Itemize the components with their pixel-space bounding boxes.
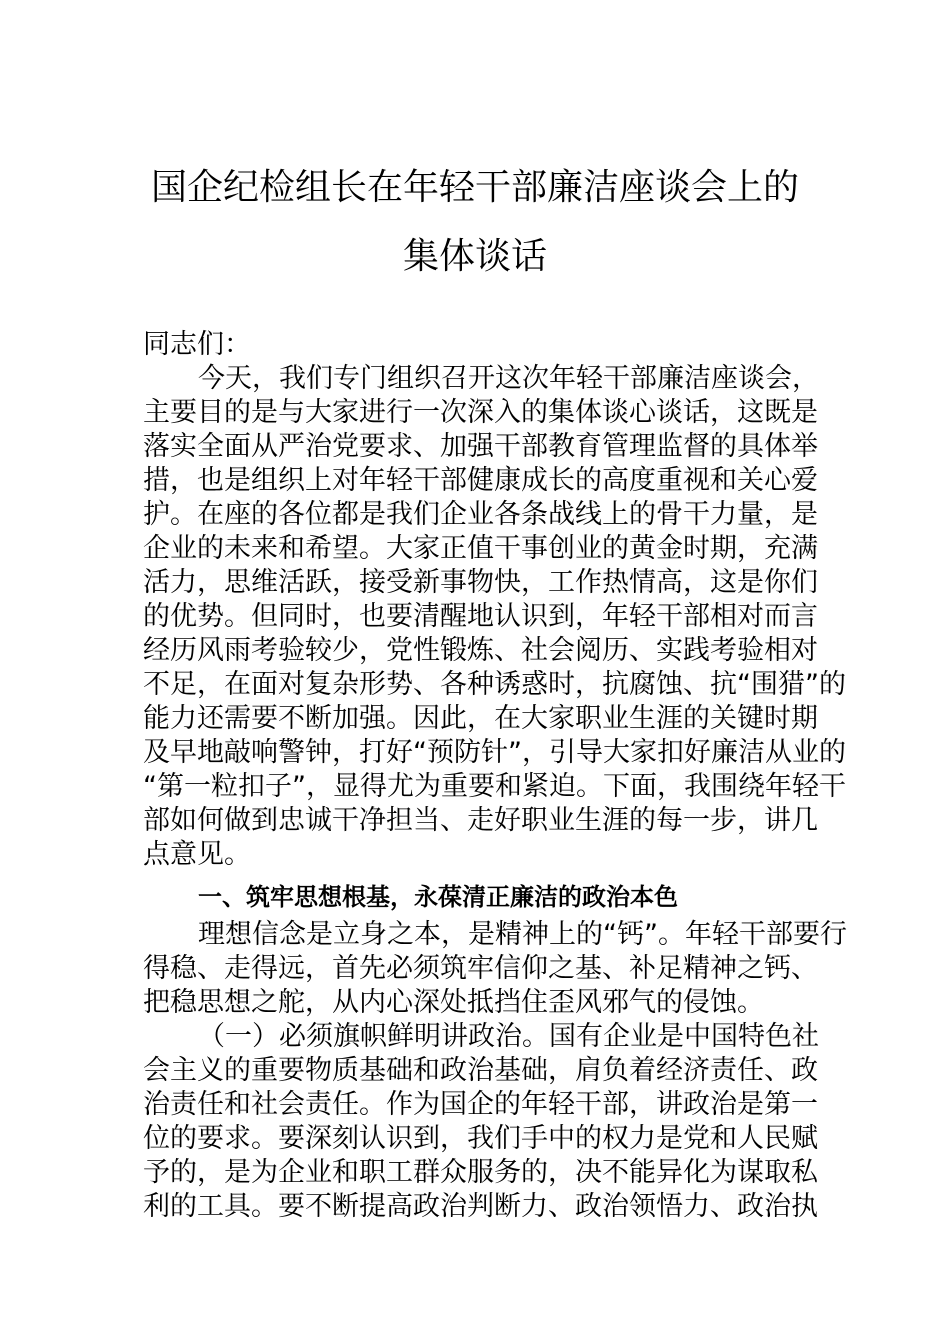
text-line: 及早地敲响警钟，打好“预防针”，引导大家扣好廉洁从业的 [143, 737, 846, 768]
text-line: 得稳、走得远，首先必须筑牢信仰之基、补足精神之钙、 [143, 953, 818, 984]
section-heading [143, 880, 807, 914]
text-line: 主要目的是与大家进行一次深入的集体谈心谈话，这既是 [143, 397, 818, 428]
document-body [143, 328, 847, 1224]
paragraph [143, 362, 846, 872]
text-line: 理想信念是立身之本，是精神上的“钙”。年轻干部要行 [198, 919, 847, 950]
text-line: 能力还需要不断加强。因此，在大家职业生涯的关键时期 [143, 703, 818, 734]
heading-text: 一、筑牢思想根基，永葆清正廉洁的政治本色 [198, 883, 678, 911]
text-line: 治责任和社会责任。作为国企的年轻干部，讲政治是第一 [143, 1089, 818, 1120]
text-line: 利的工具。要不断提高政治判断力、政治领悟力、政治执 [143, 1191, 818, 1222]
text-line: 不足，在面对复杂形势、各种诱惑时，抗腐蚀、抗“围猎”的 [143, 669, 846, 700]
text-line: 护。在座的各位都是我们企业各条战线上的骨干力量，是 [143, 499, 818, 530]
text-line: 会主义的重要物质基础和政治基础，肩负着经济责任、政 [143, 1055, 818, 1086]
document-title-line-2: 集体谈话 [402, 236, 547, 277]
text-line: 予的，是为企业和职工群众服务的，决不能异化为谋取私 [143, 1157, 818, 1188]
text-line: 措，也是组织上对年轻干部健康成长的高度重视和关心爱 [143, 465, 818, 496]
text-line: 部如何做到忠诚干净担当、走好职业生涯的每一步，讲几 [143, 805, 818, 836]
text-line: 落实全面从严治党要求、加强干部教育管理监督的具体举 [143, 431, 818, 462]
text-line: 位的要求。要深刻认识到，我们手中的权力是党和人民赋 [143, 1123, 818, 1154]
text-line: 的优势。但同时，也要清醒地认识到，年轻干部相对而言 [143, 601, 818, 632]
document-title-line-1: 国企纪检组长在年轻干部廉洁座谈会上的 [150, 167, 799, 208]
paragraph [143, 1020, 819, 1224]
text-line: 今天，我们专门组织召开这次年轻干部廉洁座谈会， [198, 363, 819, 394]
text-line: 经历风雨考验较少，党性锻炼、社会阅历、实践考验相对 [143, 635, 818, 666]
paragraph [143, 918, 847, 1020]
text-line: （一）必须旗帜鲜明讲政治。国有企业是中国特色社 [198, 1021, 819, 1052]
text-line: “第一粒扣子”，显得尤为重要和紧迫。下面，我围绕年轻干 [143, 771, 846, 802]
text-line: 企业的未来和希望。大家正值干事创业的黄金时期，充满 [143, 533, 818, 564]
salutation: 同志们： [143, 329, 251, 360]
text-line: 点意见。 [143, 839, 251, 870]
text-line: 把稳思想之舵，从内心深处抵挡住歪风邪气的侵蚀。 [143, 987, 764, 1018]
text-line: 活力，思维活跃，接受新事物快，工作热情高，这是你们 [143, 567, 818, 598]
